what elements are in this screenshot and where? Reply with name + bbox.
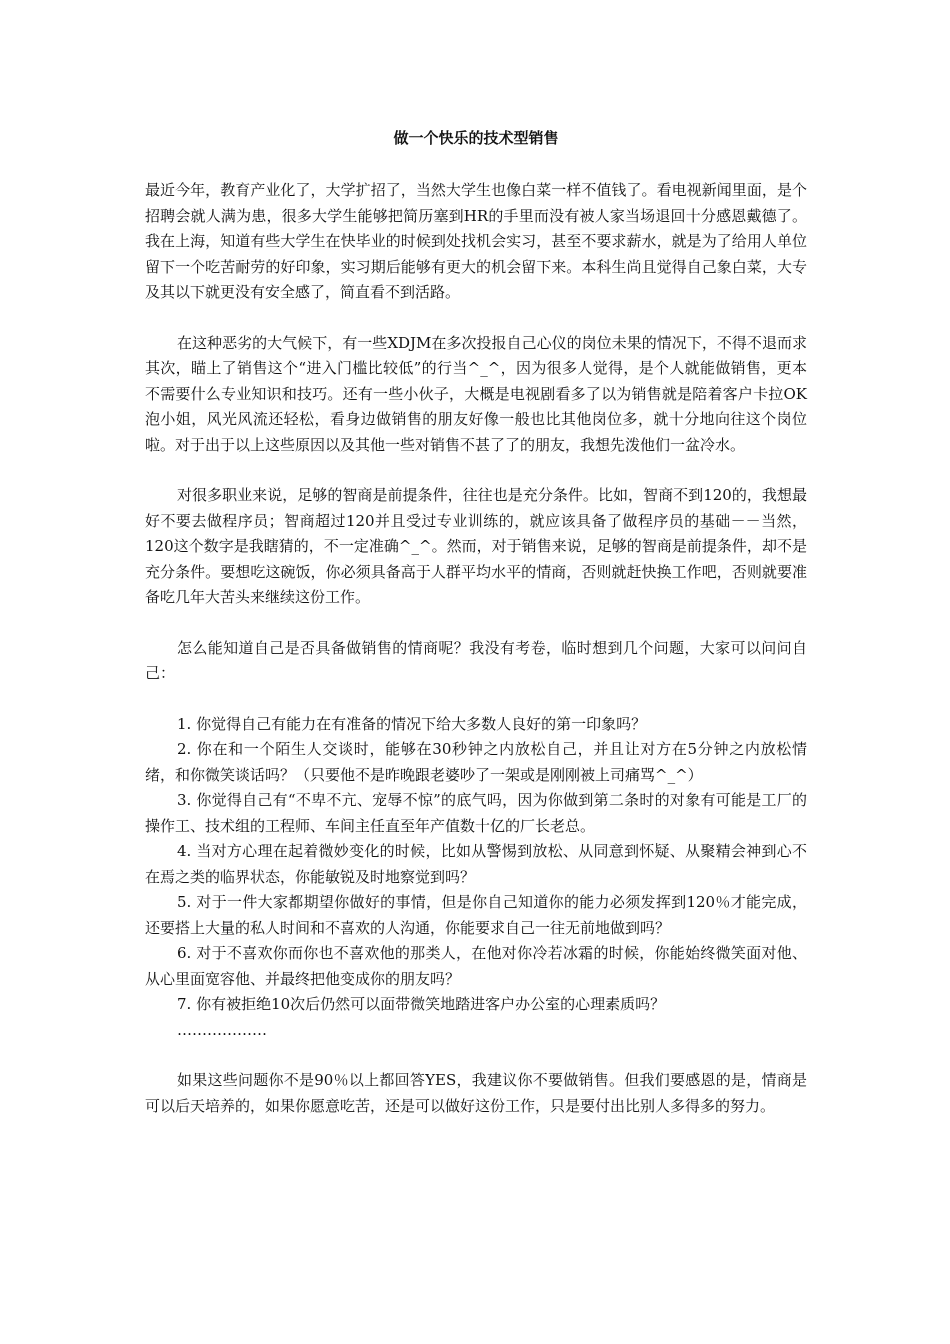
question-item: 1. 你觉得自己有能力在有准备的情况下给大多数人良好的第一印象吗？ xyxy=(177,714,647,733)
paragraph-iq-eq: 对很多职业来说，足够的智商是前提条件，往往也是充分条件。比如，智商不到120的，我想最好不要去做程序员；智商超过120并且受过专业训练的，就应该具备了做程序员的基础－－当然，120这个数字是我瞎猜的，不一定准确^_^。然而，对于销售来说，足够的智商是前提条件，却不是充分条件。要想吃这碗饭，你必须具备高于人群平均水平的情商，否则就赶快换工作吧，否则就要准备吃几年大苦头来继续这份工作。 xyxy=(145,486,807,606)
question-item: 7. 你有被拒绝10次后仍然可以面带微笑地踏进客户办公室的心理素质吗？ xyxy=(177,995,666,1013)
question-list xyxy=(145,712,807,1044)
document-body xyxy=(145,126,807,1144)
list-ellipsis: ……………… xyxy=(177,1020,267,1039)
question-item: 5. 对于一件大家都期望你做好的事情，但是你自己知道你的能力必须发挥到120％才能完成，还要搭上大量的私人时间和不喜欢的人沟通，你能要求自己一往无前地做到吗？ xyxy=(145,893,807,937)
question-item: 3. 你觉得自己有“不卑不亢、宠辱不惊”的底气吗，因为你做到第二条时的对象有可能是工厂的操作工、技术组的工程师、车间主任直至年产值数十亿的厂长老总。 xyxy=(145,791,807,835)
question-item: 6. 对于不喜欢你而你也不喜欢他的那类人，在他对你冷若冰霜的时候，你能始终微笑面对他、从心里面宽容他、并最终把他变成你的朋友吗？ xyxy=(145,944,807,988)
question-item: 2. 你在和一个陌生人交谈时，能够在30秒钟之内放松自己，并且让对方在5分钟之内放松情绪，和你微笑谈话吗？（只要他不是昨晚跟老婆吵了一架或是刚刚被上司痛骂^_^） xyxy=(145,740,807,784)
question-item: 4. 当对方心理在起着微妙变化的时候，比如从警惕到放松、从同意到怀疑、从聚精会神到心不在焉之类的临界状态，你能敏锐及时地察觉到吗？ xyxy=(145,842,807,886)
document-title: 做一个快乐的技术型销售 xyxy=(393,129,559,147)
paragraph-question-intro: 怎么能知道自己是否具备做销售的情商呢？我没有考卷，临时想到几个问题，大家可以问问自己： xyxy=(145,638,807,682)
paragraph-intro: 最近今年，教育产业化了，大学扩招了，当然大学生也像白菜一样不值钱了。看电视新闻里面，是个招聘会就人满为患，很多大学生能够把简历塞到HR的手里而没有被人家当场退回十分感恩戴德了。我在上海，知道有些大学生在快毕业的时候到处找机会实习，甚至不要求薪水，就是为了给用人单位留下一个吃苦耐劳的好印象，实习期后能够有更大的机会留下来。本科生尚且觉得自己象白菜，大专及其以下就更没有安全感了，简直看不到活路。 xyxy=(145,181,807,301)
paragraph-climate: 在这种恶劣的大气候下，有一些XDJM在多次投报自己心仪的岗位未果的情况下，不得不退而求其次，瞄上了销售这个“进入门槛比较低”的行当^_^，因为很多人觉得，是个人就能做销售，更本不需要什么专业知识和技巧。还有一些小伙子，大概是电视剧看多了以为销售就是陪着客户卡拉OK泡小姐，风光风流还轻松，看身边做销售的朋友好像一般也比其他岗位多，就十分地向往这个岗位啦。对于出于以上这些原因以及其他一些对销售不甚了了的朋友，我想先泼他们一盆冷水。 xyxy=(145,333,807,454)
paragraph-closing: 如果这些问题你不是90％以上都回答YES，我建议你不要做销售。但我们要感恩的是，情商是可以后天培养的，如果你愿意吃苦，还是可以做好这份工作，只是要付出比别人多得多的努力。 xyxy=(145,1071,807,1115)
